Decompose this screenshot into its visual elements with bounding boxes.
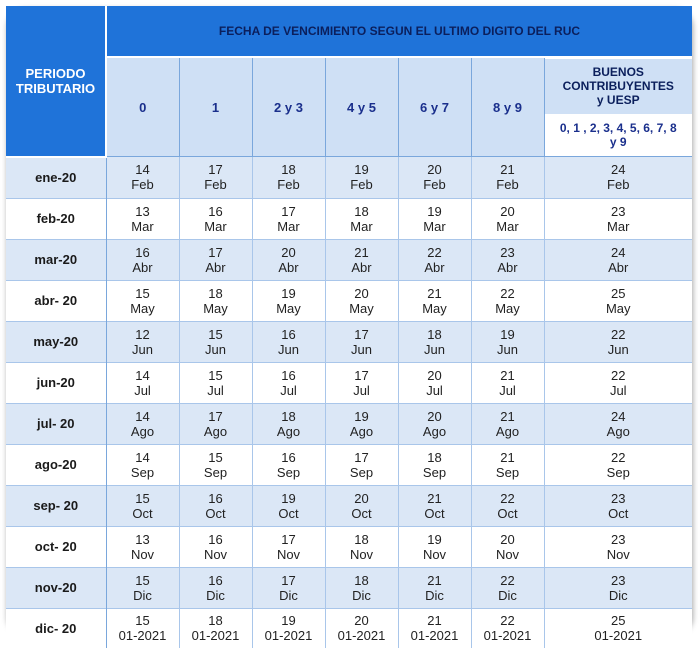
date-cell [325, 485, 398, 526]
period-cell: mar-20 [6, 239, 106, 280]
date-month: Abr [497, 259, 518, 275]
date-month: Feb [131, 177, 154, 193]
date-day: 25 [611, 613, 626, 628]
date-cell [398, 403, 471, 444]
date-month: Jul [353, 382, 370, 398]
date-cell [471, 526, 544, 567]
date-month: Jun [424, 341, 445, 357]
date-month: Feb [350, 177, 373, 193]
table-row [6, 362, 692, 403]
date-month: 01-2021 [264, 628, 313, 643]
date-day: 15 [135, 572, 150, 588]
date-day: 21 [427, 285, 442, 301]
date-cell [325, 157, 398, 199]
date-cell [325, 280, 398, 321]
date-day: 15 [208, 449, 223, 465]
date-day: 22 [500, 613, 515, 628]
date-day: 15 [208, 326, 223, 342]
date-month: Jun [205, 341, 226, 357]
date-month: Abr [351, 259, 372, 275]
date-month: Mar [423, 218, 446, 234]
date-cell [106, 198, 179, 239]
date-month: May [276, 300, 301, 316]
date-month: Jul [609, 382, 627, 398]
table-row [6, 198, 692, 239]
date-day: 21 [500, 449, 515, 465]
date-day: 19 [427, 203, 442, 219]
date-cell [471, 280, 544, 321]
period-cell: ago-20 [6, 444, 106, 485]
date-day: 20 [500, 531, 515, 547]
date-cell [398, 198, 471, 239]
date-cell [252, 526, 325, 567]
date-day: 22 [500, 490, 515, 506]
date-month: 01-2021 [410, 628, 459, 643]
date-day: 17 [354, 367, 369, 383]
date-day: 17 [354, 449, 369, 465]
date-cell [398, 280, 471, 321]
date-cell [179, 485, 252, 526]
date-cell [398, 608, 471, 648]
date-month: 01-2021 [337, 628, 386, 643]
date-month: Jun [497, 341, 518, 357]
date-cell [544, 526, 692, 567]
date-month: Dic [498, 587, 517, 603]
date-cell [252, 403, 325, 444]
date-cell [544, 403, 692, 444]
date-cell [325, 567, 398, 608]
date-month: Ago [349, 423, 374, 439]
digit-col-header: 4 y 5 [325, 57, 398, 157]
date-cell [544, 321, 692, 362]
date-month: Oct [132, 505, 153, 521]
date-day: 18 [427, 326, 442, 342]
table-row [6, 444, 692, 485]
date-day: 22 [500, 572, 515, 588]
date-day: 16 [281, 449, 296, 465]
date-cell [325, 608, 398, 648]
table-row [6, 608, 692, 648]
date-month: Sep [276, 464, 301, 480]
date-month: 01-2021 [483, 628, 532, 643]
date-month: Feb [277, 177, 300, 193]
date-cell [325, 403, 398, 444]
date-day: 14 [135, 449, 150, 465]
date-day: 18 [354, 203, 369, 219]
table-row [6, 403, 692, 444]
date-cell [544, 157, 692, 199]
date-cell [325, 198, 398, 239]
date-cell [252, 198, 325, 239]
date-cell [106, 567, 179, 608]
date-cell [398, 157, 471, 199]
date-day: 19 [281, 490, 296, 506]
date-month: Abr [205, 259, 226, 275]
date-day: 19 [281, 613, 296, 628]
date-cell [252, 321, 325, 362]
date-month: Nov [130, 546, 155, 562]
date-month: Feb [204, 177, 227, 193]
date-day: 20 [354, 285, 369, 301]
date-day: 19 [500, 326, 515, 342]
date-month: Dic [352, 587, 371, 603]
date-cell [471, 198, 544, 239]
buenos-header [544, 57, 692, 157]
date-cell [252, 608, 325, 648]
date-month: Jul [280, 382, 297, 398]
date-day: 15 [135, 285, 150, 301]
date-day: 20 [427, 367, 442, 383]
date-month: Ago [130, 423, 155, 439]
date-day: 18 [427, 449, 442, 465]
date-month: Mar [277, 218, 300, 234]
date-day: 22 [427, 244, 442, 260]
date-cell [544, 239, 692, 280]
date-month: Ago [495, 423, 520, 439]
date-cell [544, 280, 692, 321]
date-day: 17 [281, 531, 296, 547]
date-day: 22 [611, 449, 626, 465]
date-cell [544, 608, 692, 648]
date-cell [252, 567, 325, 608]
date-month: Nov [349, 546, 374, 562]
due-date-table [6, 6, 692, 648]
date-day: 21 [427, 490, 442, 506]
date-day: 17 [208, 408, 223, 424]
date-month: Oct [205, 505, 226, 521]
date-day: 15 [208, 367, 223, 383]
date-cell [544, 485, 692, 526]
date-day: 20 [427, 408, 442, 424]
date-day: 18 [208, 285, 223, 301]
date-month: Feb [423, 177, 446, 193]
digit-col-header: 0 [106, 57, 179, 157]
date-month: Ago [276, 423, 301, 439]
date-day: 21 [354, 244, 369, 260]
date-cell [252, 239, 325, 280]
date-cell [252, 485, 325, 526]
date-day: 17 [354, 326, 369, 342]
date-month: Mar [350, 218, 373, 234]
date-cell [106, 526, 179, 567]
date-day: 13 [135, 203, 150, 219]
date-month: Jun [607, 341, 629, 357]
date-day: 20 [427, 162, 442, 178]
date-cell [252, 280, 325, 321]
date-day: 19 [427, 531, 442, 547]
date-month: Ago [422, 423, 447, 439]
date-cell [106, 239, 179, 280]
date-cell [179, 526, 252, 567]
period-cell: feb-20 [6, 198, 106, 239]
date-cell [471, 485, 544, 526]
date-cell [398, 362, 471, 403]
date-month: Abr [608, 259, 629, 275]
period-cell: abr- 20 [6, 280, 106, 321]
date-month: Mar [496, 218, 519, 234]
date-cell [106, 157, 179, 199]
period-cell: ene-20 [6, 157, 106, 199]
period-header: PERIODO TRIBUTARIO [6, 6, 106, 157]
date-month: Sep [422, 464, 447, 480]
date-month: Sep [495, 464, 520, 480]
date-day: 17 [281, 572, 296, 588]
date-month: Mar [607, 218, 630, 234]
date-day: 17 [281, 203, 296, 219]
date-month: 01-2021 [118, 628, 167, 643]
date-day: 14 [135, 408, 150, 424]
date-month: May [495, 300, 520, 316]
date-month: Dic [608, 587, 628, 603]
date-month: Oct [278, 505, 299, 521]
date-day: 12 [135, 326, 150, 342]
date-cell [471, 362, 544, 403]
date-month: Ago [203, 423, 228, 439]
date-month: Jul [499, 382, 516, 398]
date-day: 15 [135, 613, 150, 628]
date-day: 20 [500, 203, 515, 219]
date-day: 17 [208, 244, 223, 260]
buenos-digits: 0, 1 , 2, 3, 4, 5, 6, 7, 8 y 9 [559, 120, 677, 149]
date-month: Dic [133, 587, 152, 603]
date-day: 13 [135, 531, 150, 547]
date-month: Oct [497, 505, 518, 521]
date-cell [471, 567, 544, 608]
date-cell [544, 567, 692, 608]
date-month: Abr [132, 259, 153, 275]
date-month: Nov [203, 546, 228, 562]
date-day: 19 [354, 162, 369, 178]
date-day: 18 [281, 408, 296, 424]
date-day: 16 [135, 244, 150, 260]
date-cell [398, 567, 471, 608]
table-title: FECHA DE VENCIMIENTO SEGUN EL ULTIMO DIGITO DEL RUC [106, 6, 692, 57]
date-month: Oct [351, 505, 372, 521]
date-month: Sep [349, 464, 374, 480]
period-cell: oct- 20 [6, 526, 106, 567]
date-day: 23 [611, 531, 626, 547]
date-cell [179, 567, 252, 608]
date-day: 18 [354, 572, 369, 588]
period-cell: sep- 20 [6, 485, 106, 526]
date-day: 21 [427, 613, 442, 628]
date-day: 25 [611, 285, 626, 301]
date-cell [179, 362, 252, 403]
buenos-label: BUENOS CONTRIBUYENTES y UESP [562, 65, 674, 107]
date-day: 21 [500, 162, 515, 178]
date-cell [106, 485, 179, 526]
date-cell [544, 444, 692, 485]
date-cell [398, 526, 471, 567]
date-cell [252, 157, 325, 199]
date-day: 14 [135, 162, 150, 178]
period-cell: dic- 20 [6, 608, 106, 648]
date-month: Oct [424, 505, 445, 521]
period-cell: nov-20 [6, 567, 106, 608]
table-row [6, 157, 692, 199]
date-cell [325, 321, 398, 362]
date-day: 21 [500, 408, 515, 424]
date-month: Jun [132, 341, 153, 357]
date-cell [398, 444, 471, 485]
date-cell [544, 198, 692, 239]
date-cell [544, 362, 692, 403]
date-month: 01-2021 [191, 628, 240, 643]
date-day: 17 [208, 162, 223, 178]
date-month: Sep [130, 464, 155, 480]
date-month: Abr [424, 259, 445, 275]
date-cell [106, 321, 179, 362]
date-cell [471, 239, 544, 280]
digit-col-header: 8 y 9 [471, 57, 544, 157]
date-month: Dic [206, 587, 225, 603]
date-month: Jul [207, 382, 224, 398]
digit-col-header: 1 [179, 57, 252, 157]
date-month: Dic [279, 587, 298, 603]
date-month: Feb [607, 177, 630, 193]
date-month: Nov [606, 546, 630, 562]
date-cell [471, 444, 544, 485]
date-day: 18 [281, 162, 296, 178]
date-day: 20 [354, 490, 369, 506]
date-day: 16 [281, 367, 296, 383]
date-day: 22 [611, 367, 626, 383]
date-cell [398, 239, 471, 280]
table-row [6, 567, 692, 608]
date-month: Ago [606, 423, 630, 439]
date-cell [179, 239, 252, 280]
table-body [6, 157, 692, 648]
date-month: May [130, 300, 155, 316]
date-day: 16 [208, 490, 223, 506]
date-cell [398, 321, 471, 362]
date-cell [179, 608, 252, 648]
date-cell [252, 362, 325, 403]
date-month: Jun [278, 341, 299, 357]
date-cell [106, 362, 179, 403]
date-cell [325, 362, 398, 403]
date-cell [179, 321, 252, 362]
period-cell: may-20 [6, 321, 106, 362]
table-row [6, 526, 692, 567]
date-day: 24 [611, 244, 626, 260]
date-month: Nov [276, 546, 301, 562]
date-month: Dic [425, 587, 444, 603]
date-month: Nov [495, 546, 520, 562]
date-cell [471, 608, 544, 648]
date-day: 14 [135, 367, 150, 383]
date-cell [106, 608, 179, 648]
date-month: Sep [606, 464, 630, 480]
date-cell [179, 157, 252, 199]
date-month: May [605, 300, 631, 316]
date-cell [471, 321, 544, 362]
date-day: 23 [611, 203, 626, 219]
date-cell [179, 198, 252, 239]
date-month: Jul [426, 382, 443, 398]
date-month: Mar [204, 218, 227, 234]
date-day: 16 [208, 203, 223, 219]
date-cell [106, 403, 179, 444]
date-day: 16 [281, 326, 296, 342]
date-day: 20 [281, 244, 296, 260]
date-month: Feb [496, 177, 519, 193]
date-month: Jul [134, 382, 151, 398]
date-month: 01-2021 [594, 628, 643, 643]
table-row [6, 280, 692, 321]
schedule-frame [6, 6, 692, 643]
date-day: 24 [611, 162, 626, 178]
date-cell [179, 444, 252, 485]
date-cell [179, 403, 252, 444]
date-day: 22 [611, 326, 626, 342]
date-cell [106, 444, 179, 485]
table-row [6, 321, 692, 362]
date-day: 19 [354, 408, 369, 424]
date-month: Nov [422, 546, 447, 562]
date-day: 20 [354, 613, 369, 628]
date-day: 18 [354, 531, 369, 547]
date-month: Sep [203, 464, 228, 480]
date-month: Jun [351, 341, 372, 357]
date-day: 23 [500, 244, 515, 260]
date-day: 23 [611, 572, 626, 588]
date-day: 24 [611, 408, 626, 424]
date-day: 21 [427, 572, 442, 588]
date-cell [471, 157, 544, 199]
date-day: 16 [208, 531, 223, 547]
date-cell [325, 444, 398, 485]
period-cell: jul- 20 [6, 403, 106, 444]
date-month: Mar [131, 218, 154, 234]
date-day: 16 [208, 572, 223, 588]
date-day: 15 [135, 490, 150, 506]
date-month: May [422, 300, 447, 316]
digit-col-header: 2 y 3 [252, 57, 325, 157]
table-row [6, 239, 692, 280]
date-day: 19 [281, 285, 296, 301]
period-cell: jun-20 [6, 362, 106, 403]
date-month: May [349, 300, 374, 316]
date-cell [325, 239, 398, 280]
date-cell [471, 403, 544, 444]
date-cell [179, 280, 252, 321]
table-row [6, 485, 692, 526]
date-cell [252, 444, 325, 485]
date-cell [106, 280, 179, 321]
date-month: May [203, 300, 228, 316]
date-cell [325, 526, 398, 567]
date-month: Abr [278, 259, 299, 275]
digit-col-header: 6 y 7 [398, 57, 471, 157]
date-day: 18 [208, 613, 223, 628]
date-cell [398, 485, 471, 526]
date-day: 23 [611, 490, 626, 506]
date-month: Oct [608, 505, 629, 521]
date-day: 22 [500, 285, 515, 301]
date-day: 21 [500, 367, 515, 383]
